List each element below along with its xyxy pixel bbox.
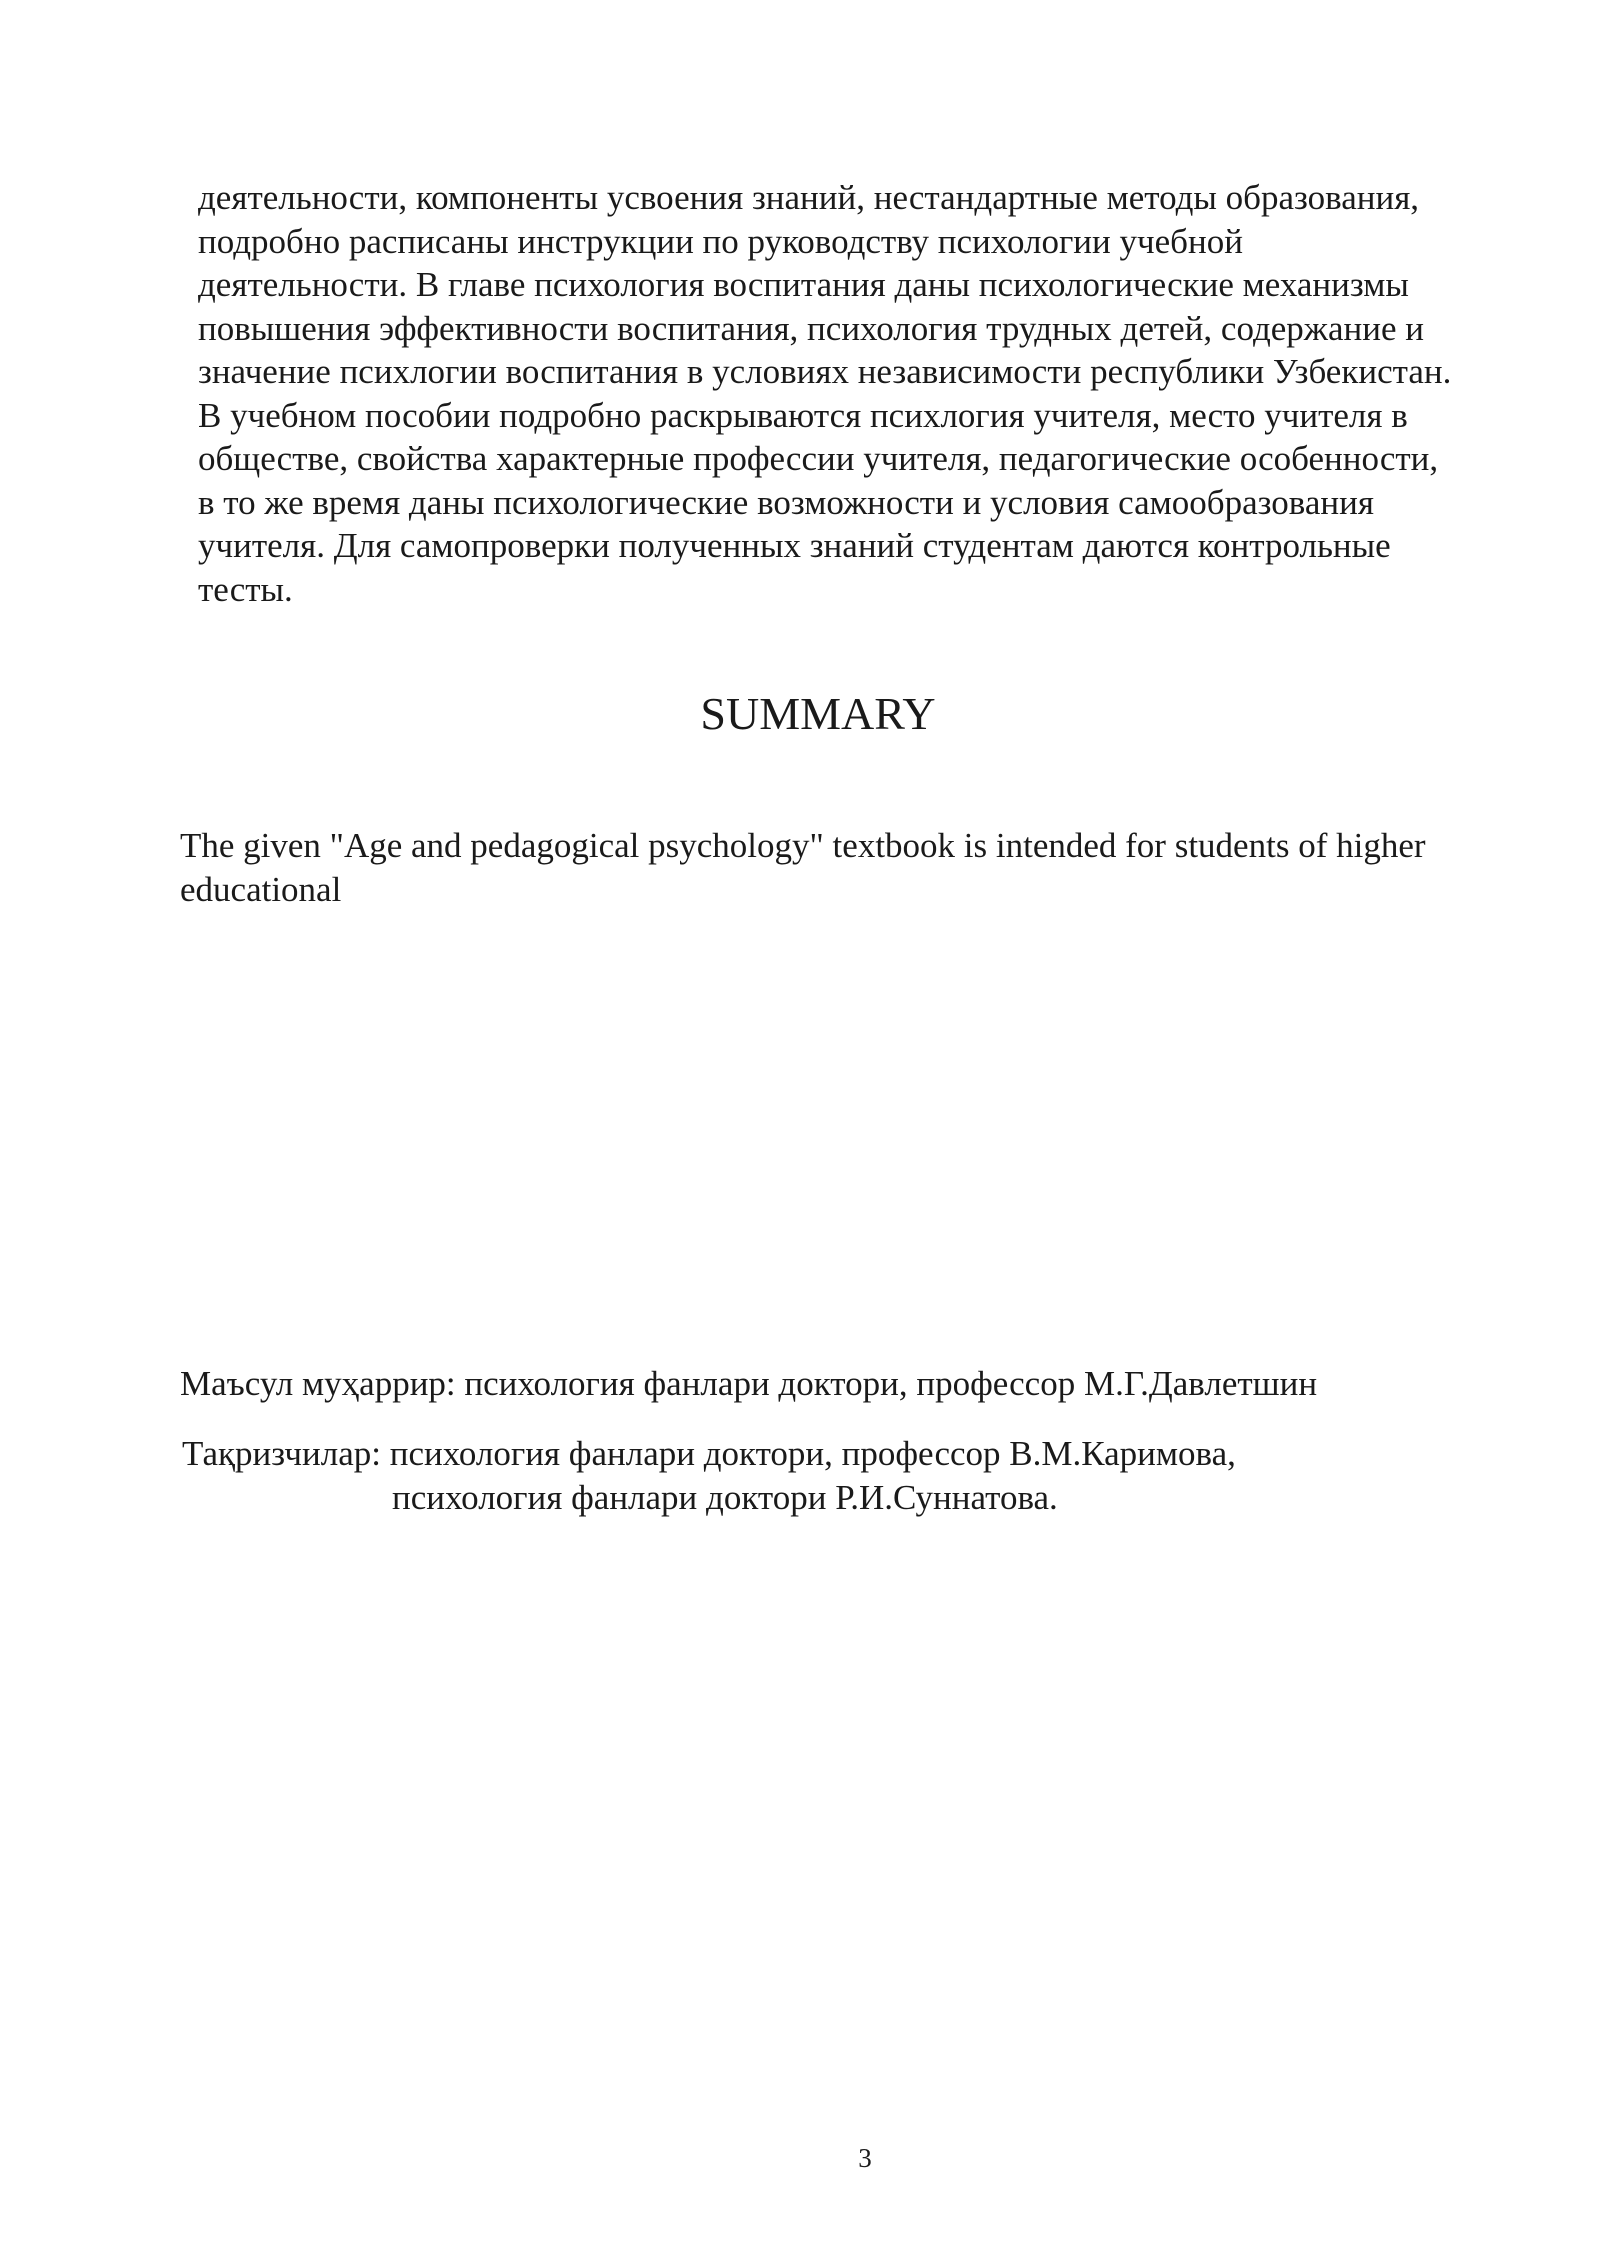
abstract-line: значение психлогии воспитания в условиях независимости республики Узбекистан. — [198, 352, 1452, 391]
abstract-line: В учебном пособии подробно раскрываются психлогия учителя, место учителя в — [198, 395, 1408, 435]
abstract-line: в то же время даны психологические возможности и условия самообразования — [198, 482, 1374, 522]
summary-heading: SUMMARY — [700, 688, 936, 739]
abstract-line: деятельности. В главе психология воспитания даны психологические механизмы — [198, 265, 1409, 304]
abstract-line: тесты. — [198, 569, 293, 609]
abstract-line: обществе, свойства характерные профессии учителя, педагогические особенности, — [198, 439, 1439, 478]
responsible-editor: Маъсул муҳаррир: психология фанлари доктори, профессор М.Г.Давлетшин — [180, 1364, 1318, 1403]
abstract-line: повышения эффективности воспитания, психология трудных детей, содержание и — [198, 308, 1424, 348]
summary-line: The given "Age and pedagogical psychology" textbook is intended for students of higher — [180, 826, 1426, 865]
abstract-line: деятельности, компоненты усвоения знаний, нестандартные методы образования, — [198, 178, 1420, 217]
abstract-line: учителя. Для самопроверки полученных знаний студентам даются контрольные — [198, 526, 1391, 565]
reviewers-line-1: Тақризчилар: психология фанлари доктори, профессор В.М.Каримова, — [182, 1434, 1236, 1473]
abstract-paragraph-ru — [198, 176, 1558, 611]
abstract-line: подробно расписаны инструкции по руководству психологии учебной — [198, 221, 1243, 261]
summary-line: educational — [180, 869, 342, 909]
summary-paragraph-en — [180, 824, 1560, 911]
page-number: 3 — [858, 2143, 872, 2173]
reviewers-line-2: психология фанлари доктори Р.И.Суннатова. — [392, 1478, 1058, 1517]
